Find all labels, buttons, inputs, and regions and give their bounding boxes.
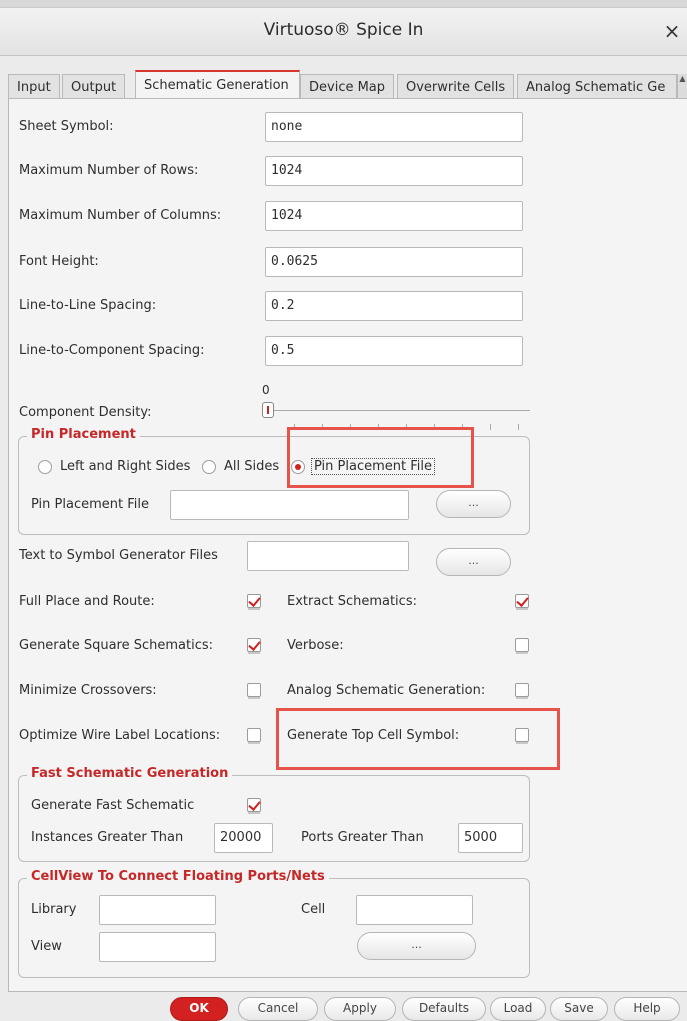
max-rows-label: Maximum Number of Rows: [19,163,199,178]
pin-placement-file-label: Pin Placement File [31,497,149,512]
radio-all-sides[interactable] [202,460,216,474]
apply-button[interactable]: Apply [324,997,396,1021]
square-schematics-label: Generate Square Schematics: [19,638,214,653]
fast-schematic-checkbox[interactable] [247,798,261,812]
library-input[interactable] [99,895,216,925]
ok-button[interactable]: OK [170,997,228,1021]
pin-file-browse-button[interactable]: ... [436,490,511,518]
cell-input[interactable] [356,895,473,925]
window-top-strip [0,0,687,8]
close-icon[interactable]: × [663,19,681,43]
pin-placement-title: Pin Placement [27,427,140,442]
radio-label-left-right: Left and Right Sides [60,459,191,474]
analog-schematic-gen-checkbox[interactable] [515,683,529,697]
tab-analog-schematic-generation[interactable]: Analog Schematic Ge [517,74,677,99]
load-button[interactable]: Load [490,997,546,1021]
max-rows-input[interactable]: 1024 [265,156,523,186]
verbose-checkbox[interactable] [515,638,529,652]
symbol-gen-label: Text to Symbol Generator Files [19,548,218,563]
fast-schematic-group [18,766,530,862]
annotation-highlight-top-cell [276,708,560,770]
max-cols-label: Maximum Number of Columns: [19,208,222,223]
cellview-browse-button[interactable]: ... [357,932,476,960]
pin-placement-file-input[interactable] [170,490,409,520]
annotation-highlight-pin-file [287,427,474,488]
tab-input[interactable]: Input [8,74,60,99]
view-label: View [31,939,62,954]
line-spacing-label: Line-to-Line Spacing: [19,298,157,313]
font-height-input[interactable]: 0.0625 [265,247,523,277]
tab-schematic-generation[interactable]: Schematic Generation [135,70,300,99]
tab-bar [8,70,687,98]
line-comp-spacing-input[interactable]: 0.5 [265,336,523,366]
optimize-wire-labels-label: Optimize Wire Label Locations: [19,728,221,743]
cell-label: Cell [301,902,326,917]
line-comp-spacing-label: Line-to-Component Spacing: [19,343,205,358]
tab-device-map[interactable]: Device Map [300,74,394,99]
full-place-route-label: Full Place and Route: [19,594,155,609]
full-place-route-checkbox[interactable] [247,594,261,608]
fast-schematic-title: Fast Schematic Generation [27,766,232,781]
fast-schematic-label: Generate Fast Schematic [31,798,195,813]
cancel-button[interactable]: Cancel [238,997,318,1021]
tab-output[interactable]: Output [62,74,125,99]
sheet-symbol-label: Sheet Symbol: [19,119,114,134]
title-bar [0,8,687,56]
instances-label: Instances Greater Than [31,830,184,845]
ports-input[interactable]: 5000 [458,823,523,853]
line-spacing-input[interactable]: 0.2 [265,291,523,321]
library-label: Library [31,902,77,917]
extract-schematics-checkbox[interactable] [515,594,529,608]
radio-label-all-sides: All Sides [224,459,280,474]
sheet-symbol-input[interactable]: none [265,112,523,142]
slider-handle[interactable] [262,402,274,418]
component-density-label: Component Density: [19,405,152,420]
view-input[interactable] [99,932,216,962]
tab-scroll-arrow-icon[interactable]: ▲ [677,74,687,99]
density-value: 0 [262,383,270,397]
defaults-button[interactable]: Defaults [402,997,486,1021]
font-height-label: Font Height: [19,254,99,269]
help-button[interactable]: Help [614,997,680,1021]
square-schematics-checkbox[interactable] [247,638,261,652]
verbose-label: Verbose: [287,638,344,653]
cellview-group [18,869,530,978]
cellview-title: CellView To Connect Floating Ports/Nets [27,869,329,884]
analog-schematic-gen-label: Analog Schematic Generation: [287,683,486,698]
radio-left-right-sides[interactable] [38,460,52,474]
save-button[interactable]: Save [550,997,608,1021]
ports-label: Ports Greater Than [301,830,424,845]
minimize-crossovers-checkbox[interactable] [247,683,261,697]
radio-label-pin-placement-file: Pin Placement File [311,458,435,475]
minimize-crossovers-label: Minimize Crossovers: [19,683,157,698]
top-cell-symbol-label: Generate Top Cell Symbol: [287,728,460,743]
optimize-wire-labels-checkbox[interactable] [247,728,261,742]
max-cols-input[interactable]: 1024 [265,201,523,231]
tab-overwrite-cells[interactable]: Overwrite Cells [397,74,514,99]
extract-schematics-label: Extract Schematics: [287,594,417,609]
window-title: Virtuoso® Spice In [263,20,424,40]
instances-input[interactable]: 20000 [214,823,273,853]
symbol-gen-browse-button[interactable]: ... [436,548,511,576]
symbol-gen-input[interactable] [247,541,409,571]
